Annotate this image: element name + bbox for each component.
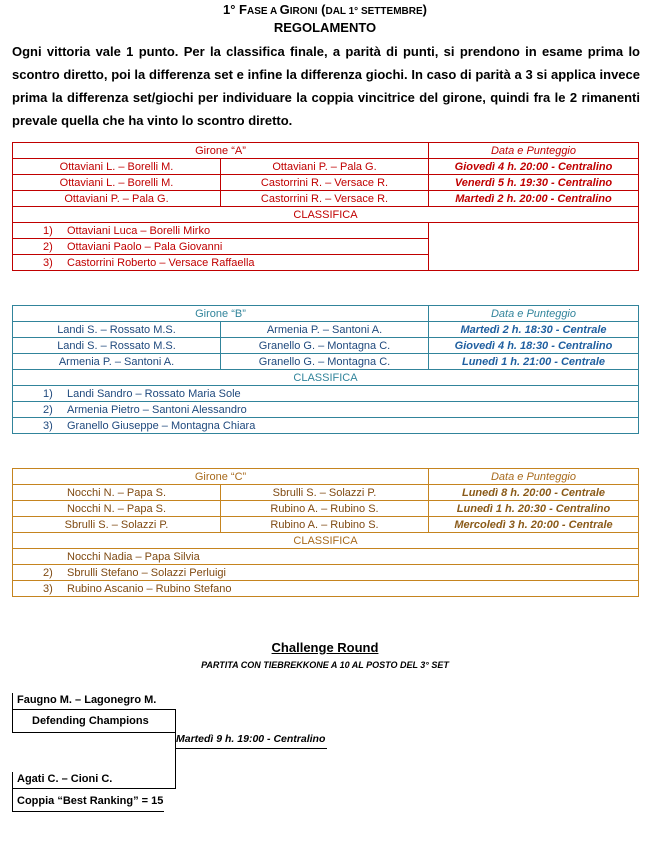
standings-team: Ottaviani Luca – Borelli Mirko <box>67 224 211 237</box>
standings-row <box>13 581 639 597</box>
match-away: Ottaviani P. – Pala G. <box>221 159 429 175</box>
standings-pos: 3) <box>43 419 53 432</box>
challenge-subtitle: PARTITA CON TIEBREKKONE A 10 AL POSTO DEL 3° SET <box>201 660 449 670</box>
match-row <box>13 322 639 338</box>
standings-score-cell <box>429 223 639 271</box>
match-row <box>13 517 639 533</box>
bracket-line-note2 <box>12 811 164 812</box>
standings-item <box>13 223 429 239</box>
standings-team: Landi Sandro – Rossato Maria Sole <box>67 387 241 400</box>
match-away: Rubino A. – Rubino S. <box>221 517 429 533</box>
match-home: Landi S. – Rossato M.S. <box>13 322 221 338</box>
standings-pos: 2) <box>43 403 53 416</box>
standings-pos: 2) <box>43 240 53 253</box>
match-away: Armenia P. – Santoni A. <box>221 322 429 338</box>
match-date: Giovedì 4 h. 20:00 - Centralino <box>429 159 639 175</box>
bracket-line-left-bottom <box>12 772 13 812</box>
group-name: Girone “B” <box>13 306 429 322</box>
group-header-row <box>13 469 639 485</box>
match-home: Ottaviani L. – Borelli M. <box>13 159 221 175</box>
match-home: Ottaviani L. – Borelli M. <box>13 175 221 191</box>
bracket-line-note1 <box>12 732 176 733</box>
bracket-team2: Agati C. – Cioni C. <box>17 773 113 785</box>
bracket-line-left-top <box>12 693 13 733</box>
match-date: Lunedì 8 h. 20:00 - Centrale <box>429 485 639 501</box>
standings-label: CLASSIFICA <box>13 207 639 223</box>
standings-team: Sbrulli Stefano – Solazzi Perluigi <box>67 566 226 579</box>
match-away: Castorrini R. – Versace R. <box>221 175 429 191</box>
standings-pos: 1) <box>43 387 53 400</box>
standings-row <box>13 549 639 565</box>
bracket-team2-note: Coppia “Best Ranking” = 15 <box>17 795 164 807</box>
group-name: Girone “A” <box>13 143 429 159</box>
date-header: Data e Punteggio <box>429 143 639 159</box>
bracket-line-team2 <box>12 788 176 789</box>
match-date: Lunedì 1 h. 21:00 - Centrale <box>429 354 639 370</box>
match-row <box>13 354 639 370</box>
bracket-line-final <box>175 748 327 749</box>
standings-item <box>13 402 639 418</box>
standings-pos: 3) <box>43 582 53 595</box>
bracket-team1: Faugno M. – Lagonegro M. <box>17 694 157 706</box>
match-home: Nocchi N. – Papa S. <box>13 501 221 517</box>
match-home: Nocchi N. – Papa S. <box>13 485 221 501</box>
standings-item <box>13 418 639 434</box>
match-home: Sbrulli S. – Solazzi P. <box>13 517 221 533</box>
group-c-table <box>12 468 639 597</box>
match-away: Sbrulli S. – Solazzi P. <box>221 485 429 501</box>
standings-item <box>13 255 429 271</box>
group-a-table <box>12 142 639 271</box>
standings-team: Granello Giuseppe – Montagna Chiara <box>67 419 256 432</box>
match-row <box>13 191 639 207</box>
match-date: Martedì 2 h. 18:30 - Centrale <box>429 322 639 338</box>
match-home: Landi S. – Rossato M.S. <box>13 338 221 354</box>
match-date: Martedì 2 h. 20:00 - Centralino <box>429 191 639 207</box>
standings-row <box>13 565 639 581</box>
match-away: Granello G. – Montagna C. <box>221 338 429 354</box>
match-date: Venerdì 5 h. 19:30 - Centralino <box>429 175 639 191</box>
match-away: Rubino A. – Rubino S. <box>221 501 429 517</box>
standings-pos: 1) <box>43 224 53 237</box>
match-date: Giovedì 4 h. 18:30 - Centralino <box>429 338 639 354</box>
standings-label: CLASSIFICA <box>13 370 639 386</box>
page-subtitle: REGOLAMENTO <box>273 20 377 35</box>
group-b-table <box>12 305 639 434</box>
match-date: Lunedì 1 h. 20:30 - Centralino <box>429 501 639 517</box>
standings-team: Armenia Pietro – Santoni Alessandro <box>67 403 247 416</box>
standings-item <box>13 565 639 581</box>
group-header-row <box>13 143 639 159</box>
standings-pos: 2) <box>43 566 53 579</box>
standings-item <box>13 239 429 255</box>
rules-text: Ogni vittoria vale 1 punto. Per la classifica finale, a parità di punti, si prendono in esame prima lo scontro diretto, poi la differenza set e infine la differenza giochi. In caso di parità a 3 si applica invece prima la differenza set/giochi per individuare la coppia vincitrice del girone, quindi fra le 2 rimanenti prevale quella che ha vinto lo scontro diretto. <box>12 44 640 128</box>
standings-team: Rubino Ascanio – Rubino Stefano <box>67 582 232 595</box>
standings-team: Nocchi Nadia – Papa Silvia <box>67 550 200 563</box>
page-title: 1° FASE A GIRONI (DAL 1° SETTEMBRE) <box>223 2 427 17</box>
standings-header-row <box>13 207 639 223</box>
standings-header-row <box>13 533 639 549</box>
challenge-title: Challenge Round <box>271 640 379 655</box>
bracket-team1-note: Defending Champions <box>32 715 149 727</box>
match-away: Castorrini R. – Versace R. <box>221 191 429 207</box>
standings-row <box>13 402 639 418</box>
standings-row <box>13 386 639 402</box>
standings-item <box>13 581 639 597</box>
match-row <box>13 338 639 354</box>
bracket-match-date: Martedì 9 h. 19:00 - Centralino <box>176 733 326 745</box>
group-name: Girone “C” <box>13 469 429 485</box>
date-header: Data e Punteggio <box>429 306 639 322</box>
match-row <box>13 175 639 191</box>
match-home: Ottaviani P. – Pala G. <box>13 191 221 207</box>
match-row <box>13 485 639 501</box>
bracket-line-team1 <box>12 709 175 710</box>
date-header: Data e Punteggio <box>429 469 639 485</box>
match-row <box>13 501 639 517</box>
standings-team: Ottaviani Paolo – Pala Giovanni <box>67 240 223 253</box>
standings-item <box>13 549 639 565</box>
standings-team: Castorrini Roberto – Versace Raffaella <box>67 256 255 269</box>
group-header-row <box>13 306 639 322</box>
standings-row <box>13 418 639 434</box>
match-home: Armenia P. – Santoni A. <box>13 354 221 370</box>
match-date: Mercoledì 3 h. 20:00 - Centrale <box>429 517 639 533</box>
match-away: Granello G. – Montagna C. <box>221 354 429 370</box>
standings-header-row <box>13 370 639 386</box>
standings-row <box>13 223 639 239</box>
standings-item <box>13 386 639 402</box>
match-row <box>13 159 639 175</box>
standings-label: CLASSIFICA <box>13 533 639 549</box>
standings-pos: 3) <box>43 256 53 269</box>
